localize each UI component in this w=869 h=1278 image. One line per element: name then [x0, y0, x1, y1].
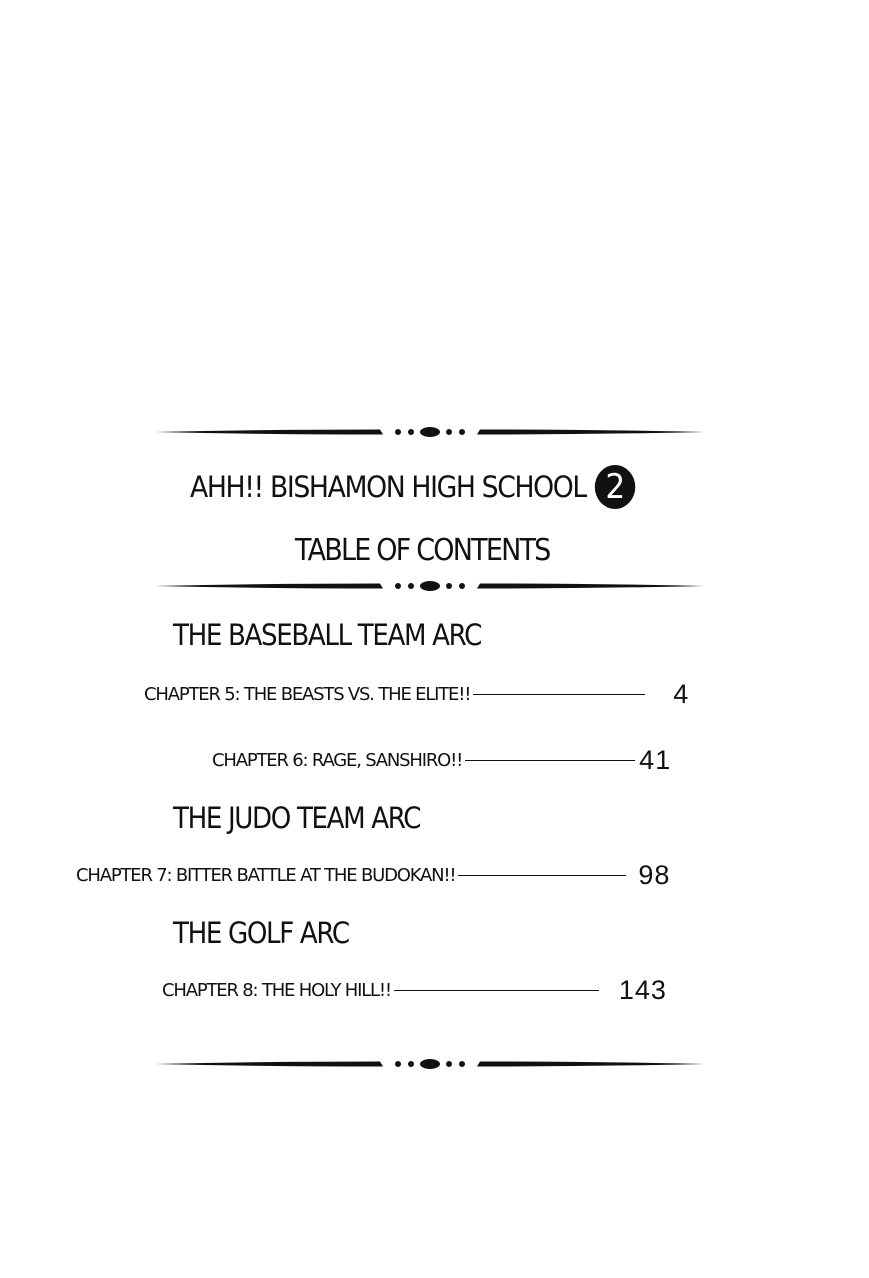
chapter-8-page-number: 143 — [618, 975, 667, 1005]
chapter-5-page-number: 4 — [673, 679, 690, 709]
arc-heading-baseball: THE BASEBALL TEAM ARC — [173, 618, 481, 652]
leader-line — [473, 694, 645, 695]
arc-heading-golf: THE GOLF ARC — [173, 916, 349, 950]
leader-line — [394, 990, 599, 991]
toc-entry-chapter-8[interactable] — [162, 975, 667, 1006]
toc-entry-chapter-7[interactable] — [76, 860, 670, 891]
chapter-8-label: CHAPTER 8: THE HOLY HILL!! — [162, 980, 391, 1001]
chapter-7-page-number: 98 — [638, 860, 671, 890]
chapter-5-label: CHAPTER 5: THE BEASTS VS. THE ELITE!! — [144, 684, 471, 705]
page-subtitle: TABLE OF CONTENTS — [295, 533, 550, 568]
book-title-text: AHH!! BISHAMON HIGH SCHOOL — [190, 470, 586, 504]
chapter-6-page-number: 41 — [639, 745, 672, 775]
chapter-7-label: CHAPTER 7: BITTER BATTLE AT THE BUDOKAN!! — [76, 865, 456, 886]
header-ornament-divider — [155, 578, 705, 594]
bottom-ornament-divider — [155, 1056, 705, 1072]
toc-entry-chapter-6[interactable] — [212, 745, 671, 776]
volume-number-badge: 2 — [595, 465, 635, 509]
arc-heading-judo: THE JUDO TEAM ARC — [173, 801, 421, 835]
chapter-6-label: CHAPTER 6: RAGE, SANSHIRO!! — [212, 750, 463, 771]
leader-line — [465, 760, 635, 761]
leader-line — [458, 875, 626, 876]
toc-entry-chapter-5[interactable] — [144, 679, 689, 710]
top-ornament-divider — [155, 424, 705, 440]
book-title — [190, 465, 636, 509]
